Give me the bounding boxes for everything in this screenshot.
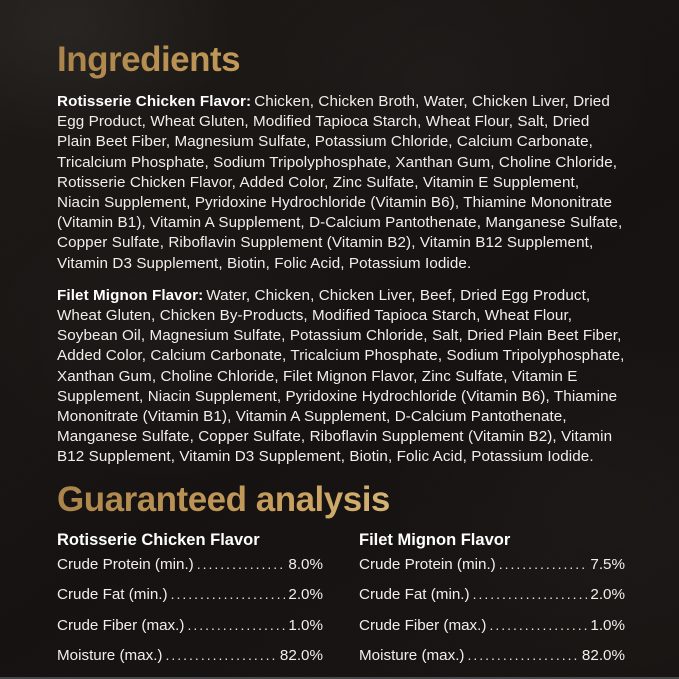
dot-leader xyxy=(187,617,285,634)
analysis-row-label: Crude Fat (min.) xyxy=(57,586,168,604)
analysis-column-rotisserie-chicken xyxy=(57,530,323,678)
analysis-row-crude-fat xyxy=(359,586,625,617)
dot-leader xyxy=(165,647,276,664)
ingredients-paragraph-filet-mignon xyxy=(57,286,625,468)
analysis-row-label: Crude Fat (min.) xyxy=(359,586,470,604)
analysis-column-filet-mignon xyxy=(359,530,625,678)
analysis-column-title: Filet Mignon Flavor xyxy=(359,530,511,549)
analysis-row-label: Moisture (max.) xyxy=(359,647,465,665)
ingredients-text-rotisserie-chicken: Chicken, Chicken Broth, Water, Chicken Liver, Dried Egg Product, Wheat Gluten, Modified Tapioca Starch, Wheat Flour, Salt, Dried Plain Beet Fiber, Magnesium Sulfate, Potassium Chloride, Calcium Carbonate, Tricalcium Phosphate, Sodium Tripolyphosphate, Xanthan Gum, Choline Chloride, Rotisserie Chicken Flavor, Added Color, Zinc Sulfate, Vitamin E Supplement, Niacin Supplement, Pyridoxine Hydrochloride (Vitamin B6), Thiamine Mononitrate (Vitamin B1), Vitamin A Supplement, D-Calcium Pantothenate, Manganese Sulfate, Copper Sulfate, Riboflavin Supplement (Vitamin B2), Vitamin B12 Supplement, Vitamin D3 Supplement, Biotin, Folic Acid, Potassium Iodide. xyxy=(57,93,623,272)
analysis-column-title: Rotisserie Chicken Flavor xyxy=(57,530,260,549)
analysis-row-label: Moisture (max.) xyxy=(57,647,163,665)
ingredients-paragraph-rotisserie-chicken xyxy=(57,92,625,274)
analysis-row-value: 2.0% xyxy=(590,586,625,604)
dot-leader xyxy=(473,586,588,603)
dot-leader xyxy=(489,617,587,634)
dot-leader xyxy=(467,647,578,664)
dot-leader xyxy=(197,556,286,573)
analysis-row-value: 82.0% xyxy=(279,647,323,665)
analysis-row-label: Crude Protein (min.) xyxy=(57,555,194,573)
analysis-row-label: Crude Fiber (max.) xyxy=(359,616,487,634)
analysis-row-moisture xyxy=(57,647,323,678)
analysis-row-value: 1.0% xyxy=(590,616,625,634)
ingredients-heading: Ingredients xyxy=(57,40,625,80)
analysis-row-label: Crude Fiber (max.) xyxy=(57,616,185,634)
dot-leader xyxy=(499,556,588,573)
analysis-row-crude-fiber xyxy=(359,617,625,648)
analysis-row-crude-protein xyxy=(359,556,625,587)
analysis-row-crude-fiber xyxy=(57,617,323,648)
analysis-row-moisture xyxy=(359,647,625,678)
ingredients-text-filet-mignon: Water, Chicken, Chicken Liver, Beef, Dried Egg Product, Wheat Gluten, Chicken By-Products, Modified Tapioca Starch, Wheat Flour, Soybean Oil, Magnesium Sulfate, Potassium Chloride, Salt, Dried Plain Beet Fiber, Added Color, Calcium Carbonate, Tricalcium Phosphate, Sodium Tripolyphosphate, Xanthan Gum, Choline Chloride, Filet Mignon Flavor, Zinc Sulfate, Vitamin E Supplement, Niacin Supplement, Pyridoxine Hydrochloride (Vitamin B6), Thiamine Mononitrate (Vitamin B1), Vitamin A Supplement, D-Calcium Pantothenate, Manganese Sulfate, Copper Sulfate, Riboflavin Supplement (Vitamin B2), Vitamin B12 Supplement, Vitamin D3 Supplement, Biotin, Folic Acid, Potassium Iodide. xyxy=(57,286,625,466)
analysis-row-label: Crude Protein (min.) xyxy=(359,555,496,573)
analysis-row-value: 8.0% xyxy=(288,555,323,573)
analysis-row-value: 82.0% xyxy=(581,647,625,665)
guaranteed-analysis-heading: Guaranteed analysis xyxy=(57,480,625,520)
analysis-row-crude-protein xyxy=(57,556,323,587)
analysis-columns xyxy=(57,530,625,678)
analysis-row-crude-fat xyxy=(57,586,323,617)
flavor-label-filet-mignon: Filet Mignon Flavor: xyxy=(57,286,204,304)
analysis-row-value: 2.0% xyxy=(288,586,323,604)
analysis-row-value: 7.5% xyxy=(590,555,625,573)
dot-leader xyxy=(171,586,286,603)
analysis-row-value: 1.0% xyxy=(288,616,323,634)
flavor-label-rotisserie-chicken: Rotisserie Chicken Flavor: xyxy=(57,93,252,110)
